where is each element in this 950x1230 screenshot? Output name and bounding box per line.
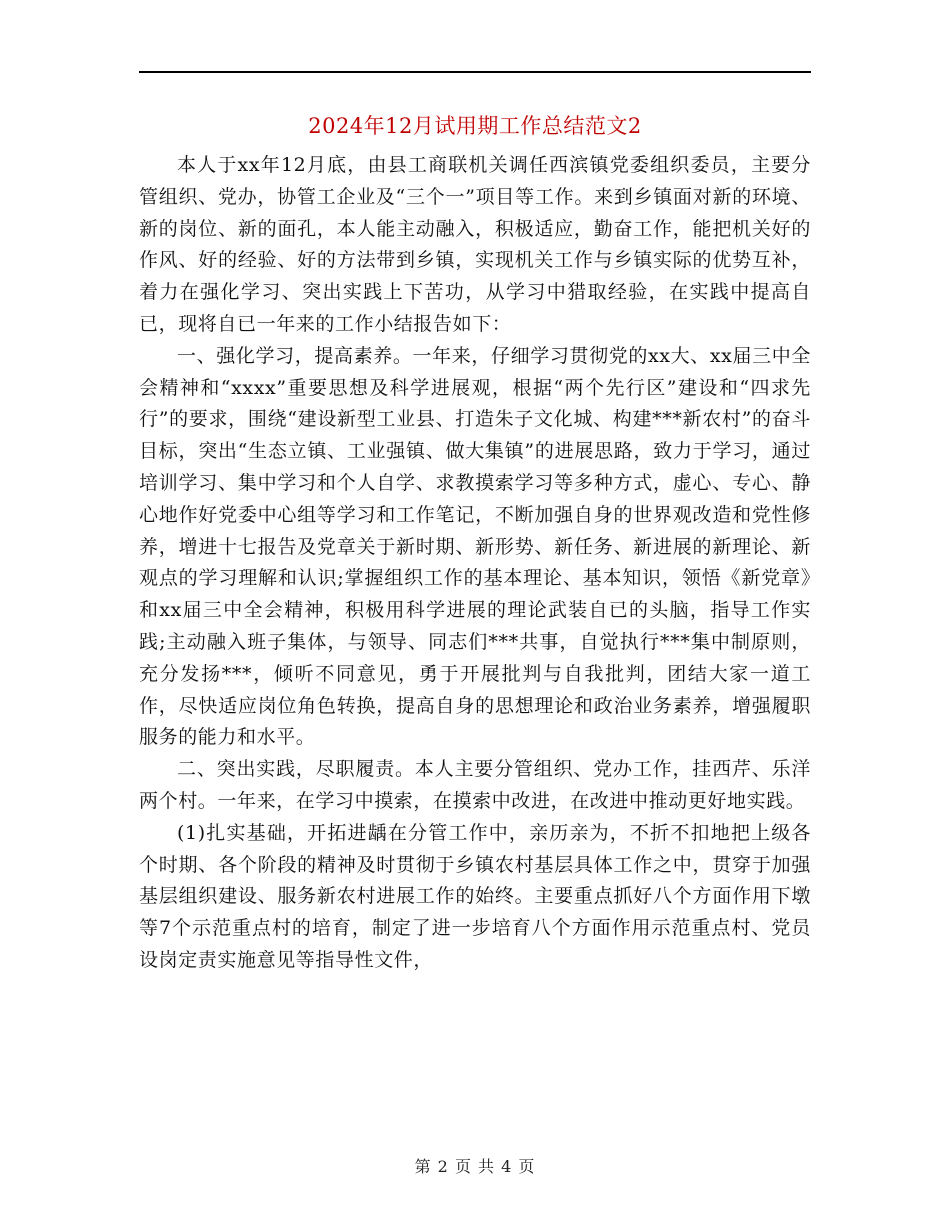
paragraph-intro: 本人于xx年12月底，由县工商联机关调任西滨镇党委组织委员，主要分管组织、党办，协管工企业及“三个一”项目等工作。来到乡镇面对新的环境、新的岗位、新的面孔，本人能主动融入，积极适应，勤奋工作，能把机关好的作风、好的经验、好的方法带到乡镇，实现机关工作与乡镇实际的优势互补，着力在强化学习、突出实践上下苦功，从学习中猎取经验，在实践中提高自已，现将自已一年来的工作小结报告如下： [139, 154, 811, 335]
paragraph-subsection-one: (1)扎实基础，开拓进龋在分管工作中，亲历亲为，不折不扣地把上级各个时期、各个阶段的精神及时贯彻于乡镇农村基层具体工作之中，贯穿于加强基层组织建设、服务新农村进展工作的始终。主要重点抓好八个方面作用下墩等7个示范重点村的培育，制定了进一步培育八个方面作用示范重点村、党员设岗定责实施意见等指导性文件， [139, 821, 811, 971]
header-rule [139, 71, 811, 73]
paragraph-section-two: 二、突出实践，尽职履责。本人主要分管组织、党办工作，挂西芹、乐洋两个村。一年来，在学习中摸索，在摸索中改进，在改进中推动更好地实践。 [139, 758, 811, 812]
document-title: 2024年12月试用期工作总结范文2 [308, 114, 642, 138]
document-body [139, 150, 811, 977]
page-number-footer: 第 2 页 共 4 页 [414, 1157, 536, 1176]
paragraph-section-one: 一、强化学习，提高素养。一年来，仔细学习贯彻党的xx大、xx届三中全会精神和“xxxx”重要思想及科学进展观，根据“两个先行区”建设和“四求先行”的要求，围绕“建设新型工业县、打造朱子文化城、构建***新农村”的奋斗目标，突出“生态立镇、工业强镇、做大集镇”的进展思路，致力于学习，通过培训学习、集中学习和个人自学、求教摸索学习等多种方式，虚心、专心、静心地作好党委中心组等学习和工作笔记，不断加强自身的世界观改造和党性修养，增进十七报告及党章关于新时期、新形势、新任务、新进展的新理论、新观点的学习理解和认识;掌握组织工作的基本理论、基本知识，领悟《新党章》和xx届三中全会精神，积极用科学进展的理论武装自已的头脑，指导工作实践;主动融入班子集体，与领导、同志们***共事，自觉执行***集中制原则，充分发扬***，倾听不同意见，勇于开展批判与自我批判，团结大家一道工作，尽快适应岗位角色转换，提高自身的思想理论和政治业务素养，增强履职服务的能力和水平。 [139, 344, 811, 749]
